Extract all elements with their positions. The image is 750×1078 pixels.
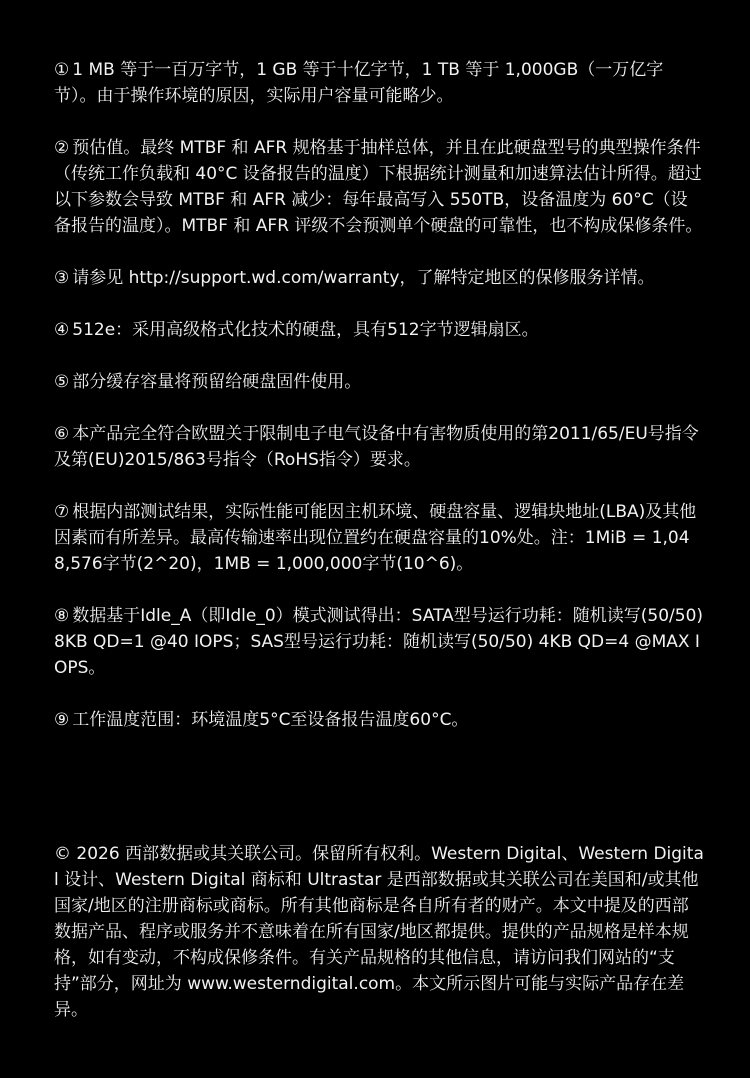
footnote-8 bbox=[54, 603, 709, 681]
footnote-marker: ⑦ bbox=[54, 502, 70, 522]
footnote-marker: ⑤ bbox=[54, 372, 70, 392]
footnote-marker: ⑧ bbox=[54, 606, 70, 626]
section-spacer bbox=[54, 759, 704, 841]
footnote-7 bbox=[54, 499, 704, 577]
footnote-text: 本产品完全符合欧盟关于限制电子电气设备中有害物质使用的第2011/65/EU号指令及第(EU)2015/863号指令（RoHS指令）要求。 bbox=[54, 424, 699, 470]
footnote-2 bbox=[54, 135, 704, 239]
footnote-text: 根据内部测试结果，实际性能可能因主机环境、硬盘容量、逻辑块地址(LBA)及其他因素而有所差异。最高传输速率出现位置约在硬盘容量的10%处。注：1MiB = 1,048,576字节(2^20)，1MB = 1,000,000字节(10^6)。 bbox=[54, 502, 697, 574]
footnotes-page bbox=[54, 57, 709, 1023]
footnote-9 bbox=[54, 707, 704, 733]
footnote-marker: ② bbox=[54, 138, 70, 158]
footnote-text: 数据基于Idle_A（即Idle_0）模式测试得出：SATA型号运行功耗：随机读写(50/50) 8KB QD=1 @40 IOPS；SAS型号运行功耗：随机读写(50/50) 4KB QD=4 @MAX IOPS。 bbox=[54, 606, 709, 678]
footnote-text: 请参见 http://support.wd.com/warranty，了解特定地区的保修服务详情。 bbox=[72, 268, 655, 288]
footnote-text: 1 MB 等于一百万字节，1 GB 等于十亿字节，1 TB 等于 1,000GB（一万亿字节）。由于操作环境的原因，实际用户容量可能略少。 bbox=[54, 60, 664, 106]
footnote-text: 预估值。最终 MTBF 和 AFR 规格基于抽样总体，并且在此硬盘型号的典型操作条件（传统工作负载和 40°C 设备报告的温度）下根据统计测量和加速算法估计所得。超过以下参数会导致 MTBF 和 AFR 减少：每年最高写入 550TB，设备温度为 60°C（设备报告的温度）。MTBF 和 AFR 评级不会预测单个硬盘的可靠性，也不构成保修条件。 bbox=[54, 138, 703, 236]
footnote-1 bbox=[54, 57, 704, 109]
footnote-marker: ⑨ bbox=[54, 710, 70, 730]
footnote-4 bbox=[54, 317, 704, 343]
footnote-6 bbox=[54, 421, 704, 473]
copyright-notice: © 2026 西部数据或其关联公司。保留所有权利。Western Digital、Western Digital 设计、Western Digital 商标和 Ultrastar 是西部数据或其关联公司在美国和/或其他国家/地区的注册商标或商标。所有其他商标是各自所有者的财产。本文中提及的西部数据产品、程序或服务并不意味着在所有国家/地区都提供。提供的产品规格是样本规格，如有变动，不构成保修条件。有关产品规格的其他信息，请访问我们网站的“支持”部分，网址为 www.westerndigital.com。本文所示图片可能与实际产品存在差异。 bbox=[54, 844, 704, 1020]
footnote-marker: ⑥ bbox=[54, 424, 70, 444]
footnote-marker: ① bbox=[54, 60, 70, 80]
footnote-text: 512e：采用高级格式化技术的硬盘，具有512字节逻辑扇区。 bbox=[72, 320, 539, 340]
footnote-marker: ③ bbox=[54, 268, 70, 288]
footnote-text: 部分缓存容量将预留给硬盘固件使用。 bbox=[72, 372, 362, 392]
footnote-text: 工作温度范围：环境温度5°C至设备报告温度60°C。 bbox=[72, 710, 469, 730]
footnote-marker: ④ bbox=[54, 320, 70, 340]
footnote-3 bbox=[54, 265, 704, 291]
footnote-5 bbox=[54, 369, 704, 395]
